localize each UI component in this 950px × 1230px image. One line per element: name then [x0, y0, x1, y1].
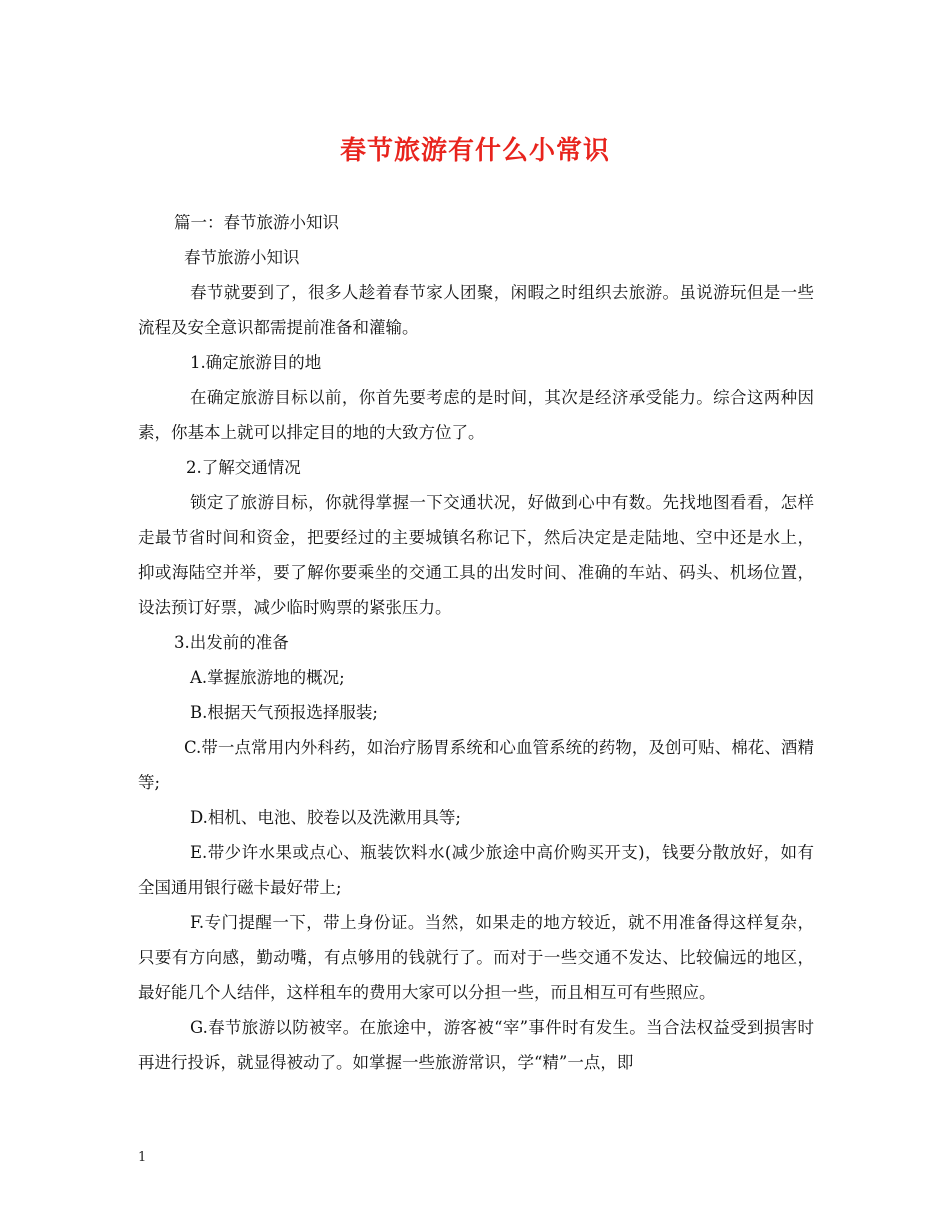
- paragraph: 春节就要到了，很多人趁着春节家人团聚，闲暇之时组织去旅游。虽说游玩但是一些流程及安全意识都需提前准备和灌输。: [138, 283, 814, 337]
- list-item: D.相机、电池、胶卷以及洗漱用具等;: [190, 808, 461, 827]
- list-item: G.春节旅游以防被宰。在旅途中，游客被“宰”事件时有发生。当合法权益受到损害时再进行投诉，就显得被动了。如掌握一些旅游常识，学“精”一点，即: [138, 1018, 814, 1072]
- paragraph: 在确定旅游目标以前，你首先要考虑的是时间，其次是经济承受能力。综合这两种因素，你基本上就可以排定目的地的大致方位了。: [138, 388, 814, 442]
- list-item: A.掌握旅游地的概况;: [190, 668, 345, 687]
- document-title: 春节旅游有什么小常识: [339, 136, 610, 166]
- page-number: 1: [138, 1150, 147, 1165]
- numbered-heading: 2.了解交通情况: [186, 458, 301, 477]
- paragraph: 锁定了旅游目标，你就得掌握一下交通状况，好做到心中有数。先找地图看看，怎样走最节省时间和资金，把要经过的主要城镇名称记下，然后决定是走陆地、空中还是水上，抑或海陆空并举，要了解你要乘坐的交通工具的出发时间、准确的车站、码头、机场位置，设法预订好票，减少临时购票的紧张压力。: [138, 493, 814, 617]
- list-item: E.带少许水果或点心、瓶装饮料水(减少旅途中高价购买开支)，钱要分散放好，如有全国通用银行磁卡最好带上;: [138, 843, 814, 897]
- document-body: [138, 205, 814, 1080]
- list-item: B.根据天气预报选择服装;: [190, 703, 378, 722]
- section-heading: 篇一：春节旅游小知识: [174, 213, 339, 232]
- numbered-heading: 3.出发前的准备: [174, 633, 289, 652]
- numbered-heading: 1.确定旅游目的地: [190, 353, 322, 372]
- subsection-heading: 春节旅游小知识: [184, 248, 300, 267]
- list-item: C.带一点常用内外科药，如治疗肠胃系统和心血管系统的药物，及创可贴、棉花、酒精等;: [138, 738, 814, 792]
- list-item: F.专门提醒一下，带上身份证。当然，如果走的地方较近，就不用准备得这样复杂，只要有方向感，勤动嘴，有点够用的钱就行了。而对于一些交通不发达、比较偏远的地区，最好能几个人结伴，这样租车的费用大家可以分担一些，而且相互可有些照应。: [138, 913, 814, 1002]
